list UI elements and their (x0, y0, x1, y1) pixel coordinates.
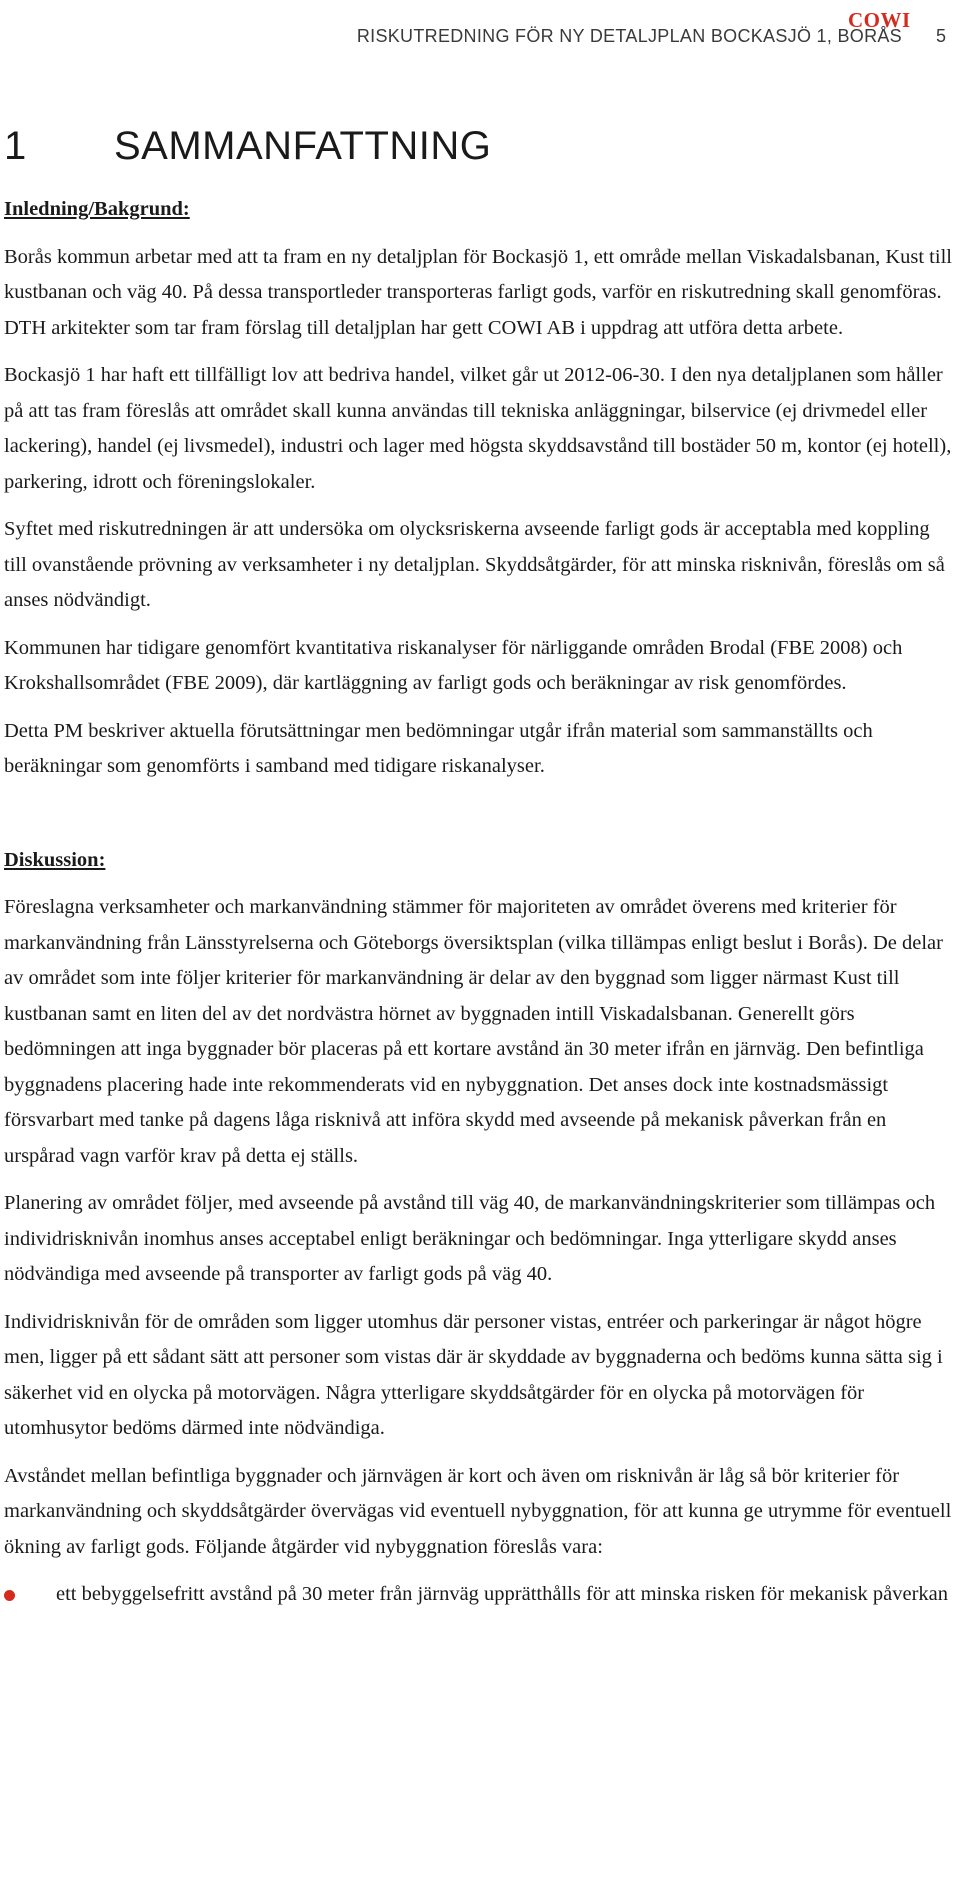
page-header (0, 8, 960, 50)
paragraph: Kommunen har tidigare genomfört kvantitativa riskanalyser för närliggande områden Brodal (FBE 2008) och Krokshallsområdet (FBE 2009), där kartläggning av farligt gods och beräkningar av risk genomfördes. (4, 636, 903, 694)
paragraph: Föreslagna verksamheter och markanvändning stämmer för majoriteten av området överens med kriterier för markanvändning från Länsstyrelserna och Göteborgs översiktsplan (vilka tillämpas enligt beslut i Borås). De delar av området som inte följer kriterier för markanvändning är delar av den byggnad som ligger närmast Kust till kustbanan samt en liten del av det nordvästra hörnet av byggnaden intill Viskadalsbanan. Generellt görs bedömningen att inga byggnader bör placeras på ett kortare avstånd än 30 meter ifrån en järnväg. Den befintliga byggnadens placering hade inte rekommenderats vid en nybyggnation. Det anses dock inte kostnadsmässigt försvarbart med tanke på dagens låga risknivå att införa skydd med avseende på mekanisk påverkan från en urspårad vagn varför krav på detta ej ställs. (4, 896, 943, 1167)
paragraph: Planering av området följer, med avseende på avstånd till väg 40, de markanvändningskriterier som tillämpas och individrisknivån inomhus anses acceptabel enligt beräkningar och bedömningar. Inga ytterligare skydd anses nödvändiga med avseende på transporter av farligt gods på väg 40. (4, 1192, 936, 1285)
bullet-dot-icon (4, 1590, 15, 1601)
paragraph: Avståndet mellan befintliga byggnader och järnvägen är kort och även om risknivån är låg så bör kriterier för markanvändning och skyddsåtgärder övervägas vid eventuell nybyggnation, för att kunna ge utrymme för eventuell ökning av farligt gods. Följande åtgärder vid nybyggnation föreslås vara: (4, 1464, 952, 1558)
chapter-heading (4, 124, 491, 169)
list-item-text: ett bebyggelsefritt avstånd på 30 meter från järnväg upprätthålls för att minska risken för mekanisk påverkan (56, 1583, 949, 1605)
list-item (4, 1577, 956, 1613)
cowi-logo: COWI (848, 8, 911, 32)
section-heading-background: Inledning/Bakgrund: (4, 198, 190, 220)
page-number: 5 (935, 26, 946, 46)
paragraph: Detta PM beskriver aktuella förutsättningar men bedömningar utgår ifrån material som sammanställts och beräkningar som genomförts i samband med tidigare riskanalyser. (4, 719, 873, 777)
document-body (4, 192, 956, 1613)
paragraph: Individrisknivån för de områden som ligger utomhus där personer vistas, entréer och parkeringar är något högre men, ligger på ett sådant sätt att personer som vistas där är skyddade av byggnaderna och bedöms kunna sätta sig i säkerhet vid en olycka på motorvägen. Några ytterligare skyddsåtgärder för en olycka på motorvägen för utomhusytor bedöms därmed inte nödvändiga. (4, 1310, 943, 1439)
running-title: RISKUTREDNING FÖR NY DETALJPLAN BOCKASJÖ 1, BORÅS (356, 26, 902, 46)
section-spacer (4, 797, 956, 843)
paragraph: Borås kommun arbetar med att ta fram en ny detaljplan för Bockasjö 1, ett område mellan Viskadalsbanan, Kust till kustbanan och väg 40. På dessa transportleder transporteras farligt gods, varför en riskutredning skall genomföras. DTH arkitekter som tar fram förslag till detaljplan har gett COWI AB i uppdrag att utföra detta arbete. (4, 245, 952, 339)
section-heading-discussion: Diskussion: (4, 848, 106, 871)
chapter-number: 1 (4, 124, 27, 168)
paragraph: Bockasjö 1 har haft ett tillfälligt lov att bedriva handel, vilket går ut 2012-06-30. I den nya detaljplanen som håller på att tas fram föreslås att området skall kunna användas till tekniska anläggningar, bilservice (ej drivmedel eller lackering), handel (ej livsmedel), industri och lager med högsta skyddsavstånd till bostäder 50 m, kontor (ej hotell), parkering, idrott och föreningslokaler. (4, 364, 952, 493)
paragraph: Syftet med riskutredningen är att undersöka om olycksriskerna avseende farligt gods är acceptabla med koppling till ovanstående prövning av verksamheter i ny detaljplan. Skyddsåtgärder, för att minska risknivån, föreslås om så anses nödvändigt. (4, 518, 945, 611)
measures-list (4, 1577, 956, 1613)
chapter-title: SAMMANFATTNING (114, 124, 492, 168)
